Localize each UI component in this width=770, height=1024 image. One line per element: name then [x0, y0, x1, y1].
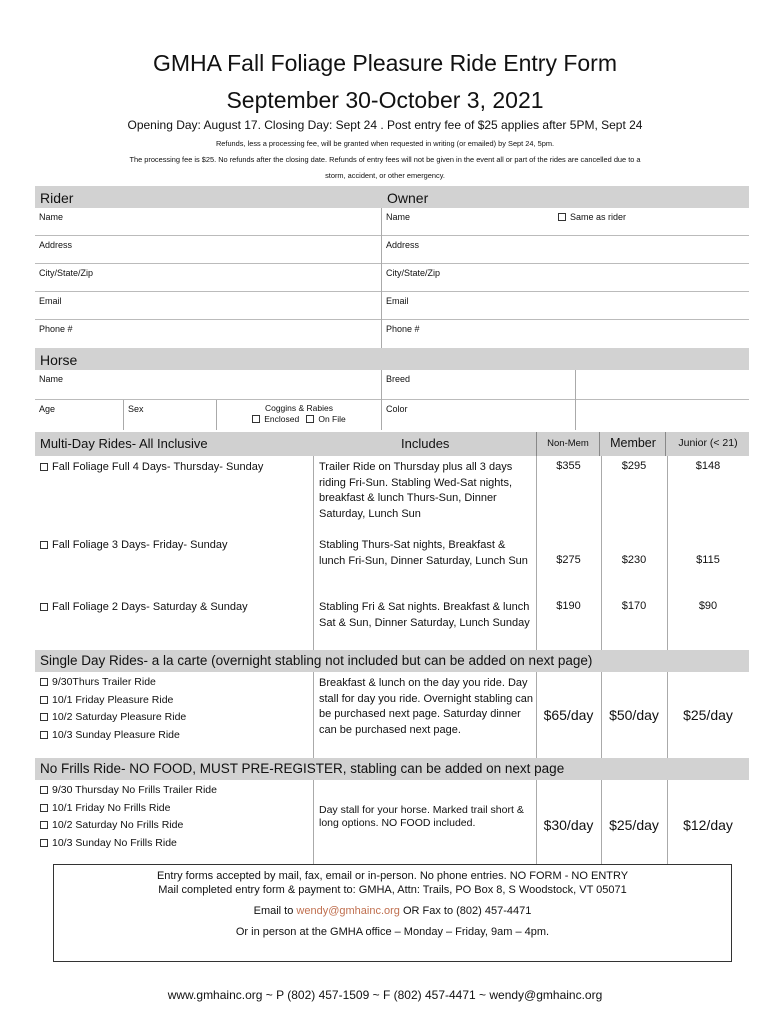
nofrills-option-sun-label: 10/3 Sunday No Frills Ride [52, 836, 177, 849]
rider-name-field[interactable] [35, 208, 381, 236]
nofrills-options [40, 782, 310, 852]
nofrills-option-fri-label: 10/1 Friday No Frills Ride [52, 801, 171, 814]
multi-member-divider [667, 456, 668, 650]
checkbox-icon [40, 713, 48, 721]
price-4day-member: $295 [621, 460, 647, 472]
nofrills-price-nonmem: $30/day [543, 817, 594, 833]
horse-name-label: Name [39, 374, 64, 384]
single-day-heading: Single Day Rides- a la carte (overnight stabling not included but can be added on next page) [40, 653, 593, 668]
horse-color-extra[interactable] [576, 400, 749, 430]
single-price-nonmem: $65/day [543, 707, 594, 723]
multi-day-heading: Multi-Day Rides- All Inclusive [40, 436, 208, 451]
checkbox-icon [252, 415, 260, 423]
horse-color-field[interactable] [382, 400, 575, 430]
rider-name-label: Name [39, 212, 64, 222]
nofrills-option-sun[interactable] [40, 835, 310, 853]
single-option-sat[interactable] [40, 709, 310, 727]
owner-phone-field[interactable] [382, 320, 749, 348]
notice-email-prefix: Email to [253, 905, 297, 917]
form-dates: September 30-October 3, 2021 [226, 87, 544, 113]
rider-phone-label: Phone # [39, 324, 73, 334]
horse-sex-label: Sex [128, 404, 144, 414]
multi-includes-divider [536, 456, 537, 650]
notice-line-3 [54, 905, 731, 917]
refund-line-3: storm, accident, or other emergency. [325, 171, 445, 180]
horse-color-label: Color [386, 404, 408, 414]
price-3day-member: $230 [621, 554, 647, 566]
price-3day-junior: $115 [696, 554, 720, 566]
single-includes: Breakfast & lunch on the day you ride. Day stall for day you ride. Overnight stabling can be purchased next page. Saturday dinner can be purchased next page. [319, 677, 534, 736]
owner-address-field[interactable] [382, 236, 749, 264]
horse-name-field[interactable] [35, 370, 381, 400]
checkbox-icon [40, 821, 48, 829]
single-price-junior: $25/day [683, 707, 733, 723]
notice-email-suffix: OR Fax to (802) 457-4471 [399, 905, 532, 917]
coggins-label: Coggins & Rabies [264, 403, 334, 413]
owner-email-field[interactable] [382, 292, 749, 320]
rider-owner-header [35, 186, 749, 208]
price-2day-member: $170 [621, 600, 647, 612]
multi-nonmem-divider [601, 456, 602, 650]
checkbox-icon [40, 786, 48, 794]
rider-email-label: Email [39, 296, 62, 306]
multi-option-2day-label: Fall Foliage 2 Days- Saturday & Sunday [52, 601, 248, 613]
multi-includes-4day: Trailer Ride on Thursday plus all 3 days riding Fri-Sun. Stabling Wed-Sat nights, breakfast & lunch Thurs-Sun, Dinner Saturday, Lunch Sun [319, 461, 513, 520]
multi-option-3day-label: Fall Foliage 3 Days- Friday- Sunday [52, 539, 228, 551]
coggins-field [217, 403, 381, 425]
owner-address-label: Address [386, 240, 420, 250]
same-as-rider-label: Same as rider [570, 212, 627, 222]
single-option-fri-label: 10/1 Friday Pleasure Ride [52, 693, 174, 706]
checkbox-icon [40, 731, 48, 739]
rider-email-field[interactable] [35, 292, 381, 320]
enclosed-label: Enclosed [264, 414, 300, 424]
single-option-sun-label: 10/3 Sunday Pleasure Ride [52, 728, 180, 741]
refund-line-1: Refunds, less a processing fee, will be granted when requested in writing (or emailed) by Sept 24, 5pm. [215, 139, 555, 148]
multi-day-header [35, 432, 749, 456]
notice-line-1: Entry forms accepted by mail, fax, email or in-person. No phone entries. NO FORM - NO ENTRY [156, 870, 629, 882]
nofrills-option-thu[interactable] [40, 782, 310, 800]
horse-breed-label: Breed [386, 374, 411, 384]
form-title: GMHA Fall Foliage Pleasure Ride Entry Form [153, 50, 617, 76]
owner-email-label: Email [386, 296, 409, 306]
price-2day-nonmem: $190 [556, 600, 581, 612]
single-option-thu[interactable] [40, 674, 310, 692]
horse-breed-field[interactable] [382, 370, 575, 400]
checkbox-icon [40, 804, 48, 812]
horse-header [35, 348, 749, 370]
same-as-rider-checkbox[interactable] [558, 212, 626, 222]
single-price-member: $50/day [609, 707, 659, 723]
rider-city-field[interactable] [35, 264, 381, 292]
price-4day-junior: $148 [695, 460, 721, 472]
multi-option-3day[interactable] [40, 538, 310, 554]
nofrills-includes: Day stall for your horse. Marked trail short & long options. NO FOOD included. [319, 804, 524, 829]
nofrills-option-sat[interactable] [40, 817, 310, 835]
no-frills-header [35, 758, 749, 780]
nofrills-option-fri[interactable] [40, 800, 310, 818]
single-day-header [35, 650, 749, 672]
nofrills-price-junior: $12/day [683, 817, 733, 833]
horse-age-label: Age [39, 404, 56, 414]
horse-breed-extra[interactable] [576, 370, 749, 400]
checkbox-icon [40, 696, 48, 704]
rider-phone-field[interactable] [35, 320, 381, 348]
single-option-sat-label: 10/2 Saturday Pleasure Ride [52, 711, 187, 723]
nofrills-option-thu-label: 9/30 Thursday No Frills Trailer Ride [52, 784, 217, 796]
multi-option-4day-label: Fall Foliage Full 4 Days- Thursday- Sunday [52, 461, 264, 473]
multi-option-2day[interactable] [40, 600, 310, 616]
single-option-fri[interactable] [40, 692, 310, 710]
checkbox-icon [40, 463, 48, 471]
horse-heading: Horse [40, 352, 78, 368]
rider-address-field[interactable] [35, 236, 381, 264]
horse-age-field[interactable] [35, 400, 123, 430]
notice-line-4: Or in person at the GMHA office – Monday – Friday, 9am – 4pm. [235, 926, 550, 938]
rider-address-label: Address [39, 240, 73, 250]
price-4day-nonmem: $355 [556, 460, 581, 472]
on-file-label: On File [318, 414, 346, 424]
single-option-thu-label: 9/30Thurs Trailer Ride [52, 676, 156, 688]
notice-box [53, 864, 732, 962]
member-heading: Member [601, 432, 666, 456]
checkbox-icon [306, 415, 314, 423]
nonmem-heading: Non-Mem [536, 432, 600, 456]
checkbox-icon [40, 678, 48, 686]
checkbox-icon [40, 541, 48, 549]
nofrills-option-sat-label: 10/2 Saturday No Frills Ride [52, 819, 184, 831]
enclosed-checkbox[interactable] [252, 414, 299, 424]
owner-city-label: City/State/Zip [386, 268, 441, 278]
single-option-sun[interactable] [40, 727, 310, 745]
junior-heading: Junior (< 21) [678, 437, 738, 449]
notice-line-2: Mail completed entry form & payment to: GMHA, Attn: Trails, PO Box 8, S Woodstock, VT 05071 [158, 884, 627, 896]
owner-name-field[interactable] [382, 208, 749, 236]
nofrills-divider-1 [313, 780, 314, 864]
owner-phone-label: Phone # [386, 324, 420, 334]
multi-option-4day[interactable] [40, 460, 310, 476]
opening-info: Opening Day: August 17. Closing Day: Sept 24 . Post entry fee of $25 applies after 5PM, Sept 24 [127, 118, 643, 132]
multi-label-divider [313, 456, 314, 650]
single-options [40, 674, 310, 744]
horse-sex-field[interactable] [124, 400, 216, 430]
owner-name-label: Name [386, 212, 411, 222]
multi-includes-2day: Stabling Fri & Sat nights. Breakfast & lunch Sat & Sun, Dinner Saturday, Lunch Sunday [319, 601, 530, 629]
footer-contact: www.gmhainc.org ~ P (802) 457-1509 ~ F (802) 457-4471 ~ wendy@gmhainc.org [167, 988, 603, 1002]
no-frills-heading: No Frills Ride- NO FOOD, MUST PRE-REGISTER, stabling can be added on next page [40, 761, 565, 776]
rider-city-label: City/State/Zip [39, 268, 94, 278]
owner-city-field[interactable] [382, 264, 749, 292]
checkbox-icon [40, 603, 48, 611]
checkbox-icon [558, 213, 566, 221]
rider-heading: Rider [40, 190, 74, 206]
owner-heading: Owner [387, 190, 429, 206]
refund-line-2: The processing fee is $25. No refunds after the closing date. Refunds of entry fees will not be given in the event all or part of the rides are cancelled due to a [129, 155, 641, 164]
nofrills-price-member: $25/day [609, 817, 659, 833]
checkbox-icon [40, 839, 48, 847]
single-divider-1 [313, 672, 314, 758]
on-file-checkbox[interactable] [306, 414, 345, 424]
price-2day-junior: $90 [698, 600, 718, 612]
notice-email-link[interactable]: wendy@gmhainc.org [296, 905, 400, 917]
price-3day-nonmem: $275 [556, 554, 581, 566]
multi-includes-3day: Stabling Thurs-Sat nights, Breakfast & lunch Fri-Sun, Dinner Saturday, Lunch Sun [319, 539, 528, 567]
includes-heading: Includes [401, 436, 450, 451]
